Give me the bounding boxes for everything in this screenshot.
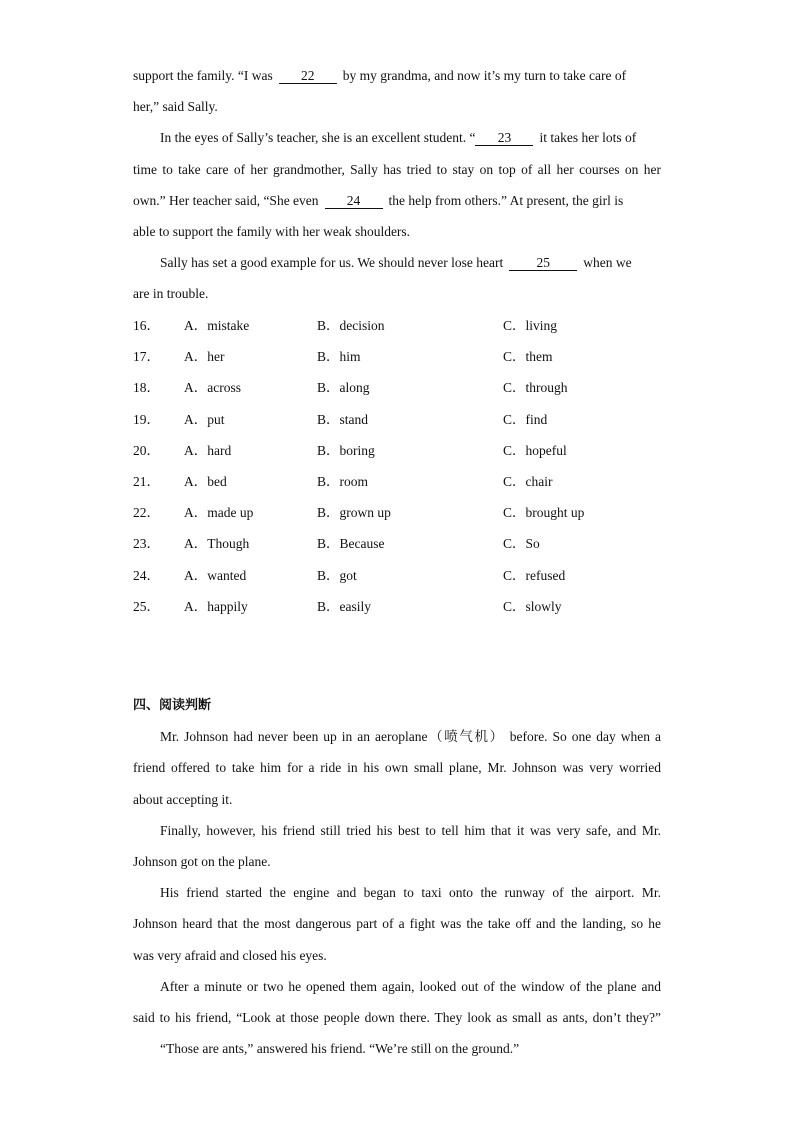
reading-section [133,690,661,1064]
answer-options [133,310,661,622]
passage-line: own.” Her teacher said, “She even 24 the help from others.” At present, the girl is [133,192,624,208]
passage-line: After a minute or two he opened them again, looked out of the window of the plane and [160,978,661,994]
passage-line: Sally has set a good example for us. We should never lose heart 25 when we [160,255,632,271]
option-a: A．Though [184,536,250,552]
option-row-16: 16． A．mistake B．decision C．living [133,310,661,341]
option-row-17: 17． A．her B．him C．them [133,341,661,372]
passage-line: “Those are ants,” answered his friend. “We’re still on the ground.” [160,1041,520,1057]
passage-line: support the family. “I was 22 by my grandma, and now it’s my turn to take care of [133,68,627,83]
option-a: A．across [184,380,241,396]
blank-22: 22 [279,68,337,84]
passage-line: In the eyes of Sally’s teacher, she is an excellent student. “ 23 it takes her lots of [160,130,637,146]
option-b: B．along [317,380,370,396]
option-c: C．living [503,318,558,333]
passage-line: said to his friend, “Look at those people down there. They look as small as ants, don’t they?” [133,1009,661,1025]
passage-line: Mr. Johnson had never been up in an aeroplane（喷气机） before. So one day when a [160,729,661,745]
option-c: C．through [503,380,568,396]
option-a: A．wanted [184,567,247,583]
option-row-22: 22． A．made up B．grown up C．brought up [133,497,661,528]
option-c: C．refused [503,567,566,583]
passage-line: able to support the family with her weak shoulders. [133,223,411,239]
option-c: C．slowly [503,598,562,614]
section-heading: 四、阅读判断 [133,698,212,713]
option-b: B．got [317,567,357,583]
option-a: A．mistake [184,318,250,333]
option-row-18: 18． A．across B．along C．through [133,372,661,403]
option-c: C．chair [503,473,553,489]
option-b: B．stand [317,411,369,427]
blank-23: 23 [475,130,533,146]
option-row-21: 21． A．bed B．room C．chair [133,466,661,497]
passage-line: Johnson got on the plane. [133,853,271,869]
option-b: B．decision [317,318,385,333]
option-c: C．brought up [503,505,585,521]
option-a: A．happily [184,598,248,614]
passage-line: about accepting it. [133,791,233,807]
option-b: B．boring [317,442,375,458]
option-c: C．them [503,349,553,365]
passage-line: her,” said Sally. [133,99,218,115]
passage-line: His friend started the engine and began to taxi onto the runway of the airport. Mr. [160,885,661,901]
option-row-25: 25． A．happily B．easily C．slowly [133,591,661,622]
option-a: A．bed [184,473,227,489]
option-b: B．room [317,473,369,489]
option-a: A．her [184,349,225,365]
passage-line: time to take care of her grandmother, Sally has tried to stay on top of all her courses on her [133,161,661,177]
blank-24: 24 [325,193,383,209]
option-c: C．So [503,536,540,552]
option-a: A．put [184,411,225,427]
option-c: C．find [503,411,548,427]
option-b: B．him [317,349,361,365]
option-b: B．easily [317,598,371,614]
option-row-20: 20． A．hard B．boring C．hopeful [133,435,661,466]
cloze-passage [133,60,661,310]
option-row-19: 19． A．put B．stand C．find [133,404,661,435]
option-c: C．hopeful [503,442,567,458]
passage-line: Johnson heard that the most dangerous part of a fight was the take off and the landing, so he [133,916,661,932]
option-row-23: 23． A．Though B．Because C．So [133,528,661,559]
passage-line: was very afraid and closed his eyes. [133,947,327,963]
option-b: B．grown up [317,505,391,521]
passage-line: friend offered to take him for a ride in his own small plane, Mr. Johnson was very worried [133,760,661,776]
blank-25: 25 [509,255,577,271]
passage-line: are in trouble. [133,286,209,302]
option-a: A．made up [184,505,254,521]
option-row-24: 24． A．wanted B．got C．refused [133,560,661,591]
passage-line: Finally, however, his friend still tried his best to tell him that it was very safe, and Mr. [160,822,661,838]
option-b: B．Because [317,536,385,552]
option-a: A．hard [184,442,232,458]
